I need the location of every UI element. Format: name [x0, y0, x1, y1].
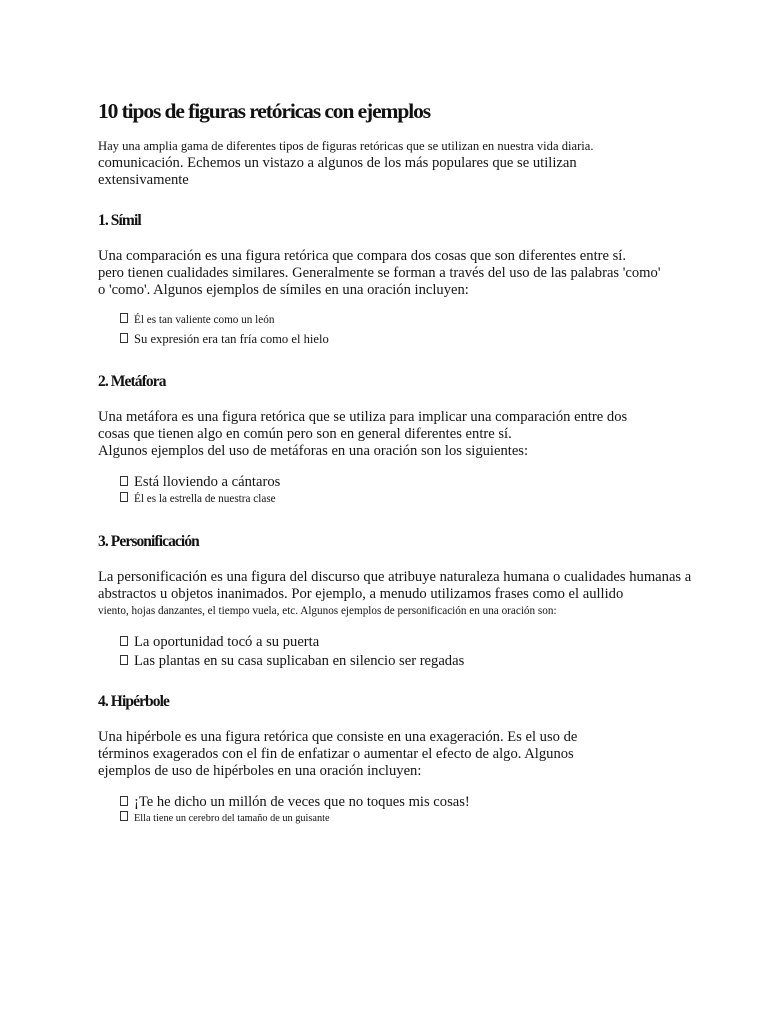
paragraph-line: Una metáfora es una figura retórica que se utiliza para implicar una comparación entre dos: [98, 409, 628, 425]
list-item: [120, 633, 691, 652]
paragraph-line: cosas que tienen algo en común pero son en general diferentes entre sí.: [98, 426, 512, 442]
list-item: [120, 491, 627, 507]
bullet-box-icon: [120, 492, 128, 502]
paragraph-line: abstractos u objetos inanimados. Por ejemplo, a menudo utilizamos frases como el aullido: [98, 586, 624, 602]
section-heading: 1. Símil: [98, 212, 141, 229]
paragraph-line: La personificación es una figura del discurso que atribuye naturaleza humana o cualidades humanas a: [98, 569, 692, 585]
example-list: [98, 474, 627, 507]
paragraph-line: o 'como'. Algunos ejemplos de símiles en una oración incluyen:: [98, 282, 469, 298]
paragraph-line: términos exagerados con el fin de enfatizar o aumentar el efecto de algo. Algunos: [98, 746, 574, 762]
section-metafora: [98, 372, 627, 507]
example-list: [98, 311, 660, 349]
list-item-text: Él es la estrella de nuestra clase: [134, 493, 276, 505]
bullet-box-icon: [120, 333, 128, 343]
intro-line: Hay una amplia gama de diferentes tipos de figuras retóricas que se utilizan en nuestra vida diaria.: [98, 139, 594, 153]
list-item-text: ¡Te he dicho un millón de veces que no toques mis cosas!: [134, 794, 470, 810]
paragraph-line: ejemplos de uso de hipérboles en una oración incluyen:: [98, 763, 422, 779]
intro-paragraph: [98, 138, 718, 189]
bullet-box-icon: [120, 476, 128, 486]
paragraph-line: Algunos ejemplos del uso de metáforas en una oración son los siguientes:: [98, 443, 529, 459]
list-item-text: Está lloviendo a cántaros: [134, 474, 281, 490]
intro-line: comunicación. Echemos un vistazo a algunos de los más populares que se utilizan: [98, 155, 577, 171]
section-paragraph: [98, 729, 577, 780]
paragraph-line: Una hipérbole es una figura retórica que consiste en una exageración. Es el uso de: [98, 729, 578, 745]
paragraph-line: Una comparación es una figura retórica que compara dos cosas que son diferentes entre sí.: [98, 248, 627, 264]
section-heading: 2. Metáfora: [98, 373, 166, 390]
paragraph-line: viento, hojas danzantes, el tiempo vuela, etc. Algunos ejemplos de personificación en una oración son:: [98, 605, 557, 617]
document-title: 10 tipos de figuras retóricas con ejemplos: [98, 99, 430, 123]
list-item: [120, 794, 577, 811]
section-heading: 4. Hipérbole: [98, 693, 169, 710]
section-heading: 3. Personificación: [98, 533, 199, 550]
example-list: [98, 633, 691, 671]
list-item-text: Las plantas en su casa suplicaban en silencio ser regadas: [134, 653, 465, 669]
paragraph-line: pero tienen cualidades similares. Generalmente se forman a través del uso de las palabras 'como': [98, 265, 661, 281]
list-item-text: Su expresión era tan fría como el hielo: [134, 332, 329, 346]
list-item: [120, 652, 691, 671]
bullet-box-icon: [120, 796, 128, 806]
list-item: [120, 311, 660, 330]
list-item: [120, 330, 660, 349]
intro-line: extensivamente: [98, 172, 189, 188]
list-item: [120, 811, 577, 826]
section-simil: [98, 211, 660, 349]
list-item-text: Ella tiene un cerebro del tamaño de un guisante: [134, 813, 330, 824]
bullet-box-icon: [120, 811, 128, 821]
section-paragraph: [98, 409, 627, 460]
section-personificacion: [98, 532, 691, 671]
bullet-box-icon: [120, 636, 128, 646]
section-paragraph: [98, 569, 691, 620]
section-paragraph: [98, 248, 660, 299]
document-page: [98, 96, 718, 824]
bullet-box-icon: [120, 655, 128, 665]
list-item-text: La oportunidad tocó a su puerta: [134, 634, 320, 650]
bullet-box-icon: [120, 313, 128, 323]
example-list: [98, 794, 577, 826]
section-hiperbole: [98, 692, 577, 826]
list-item: [120, 474, 627, 491]
list-item-text: Él es tan valiente como un león: [134, 314, 275, 326]
